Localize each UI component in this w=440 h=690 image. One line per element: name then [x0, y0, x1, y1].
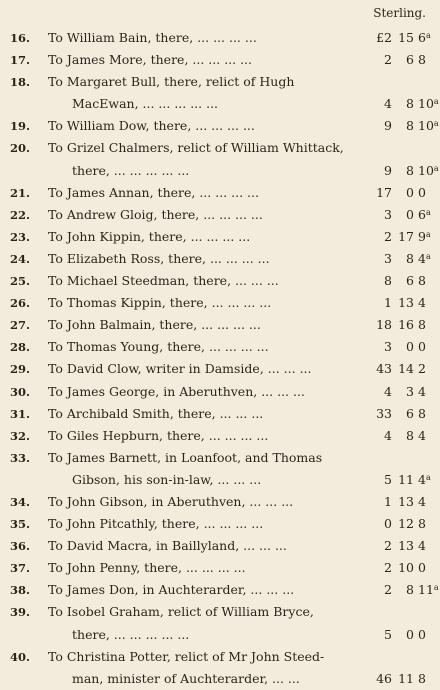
amount-pence-group — [414, 513, 436, 535]
entry-amount — [356, 513, 436, 535]
amount-pounds: 3 — [384, 339, 392, 355]
list-item — [0, 270, 440, 292]
amount-pounds: 9 — [384, 162, 392, 178]
amount-pounds: 1 — [384, 493, 392, 509]
entry-text: To Christina Potter, relict of Mr John Steed- — [48, 648, 325, 664]
amount-pounds: 46 — [376, 670, 392, 686]
entry-line — [0, 579, 440, 601]
entry-number: 29. — [10, 362, 31, 377]
list-item — [0, 601, 440, 645]
amount-shillings: 8 — [406, 162, 414, 178]
amount-pounds: 17 — [376, 184, 392, 200]
amount-pounds: 2 — [384, 538, 392, 554]
entry-amount — [356, 469, 436, 491]
amount-pence-fraction: a — [425, 251, 431, 261]
entry-number: 19. — [10, 119, 31, 134]
amount-pence: 6 — [418, 206, 426, 222]
entry-line — [0, 93, 440, 115]
amount-pence-group — [414, 469, 436, 491]
amount-pence: 10 — [418, 162, 434, 178]
entry-amount — [356, 204, 436, 226]
entry-number: 23. — [10, 229, 31, 244]
entry-number: 25. — [10, 274, 31, 289]
amount-pounds: 5 — [384, 471, 392, 487]
entry-text: To Thomas Young, there, ... ... ... ... — [48, 339, 269, 355]
entry-line — [0, 49, 440, 71]
amount-shillings: 17 — [398, 228, 414, 244]
entry-line — [0, 292, 440, 314]
amount-pence-group — [414, 358, 436, 380]
amount-shillings: 8 — [406, 118, 414, 134]
entry-amount — [356, 226, 436, 248]
amount-pence: 4 — [418, 295, 426, 311]
entry-line — [0, 160, 440, 182]
amount-shillings: 0 — [406, 339, 414, 355]
entry-line — [0, 624, 440, 646]
amount-shillings: 8 — [406, 250, 414, 266]
list-item — [0, 403, 440, 425]
entry-line — [0, 71, 440, 93]
amount-pence-group — [414, 248, 436, 270]
amount-pence: 10 — [418, 118, 434, 134]
entry-number: 31. — [10, 406, 31, 421]
amount-pence-group — [414, 292, 436, 314]
amount-pence-fraction: a — [433, 119, 439, 129]
amount-pence: 0 — [418, 626, 426, 642]
entry-text: there, ... ... ... ... ... — [72, 626, 190, 642]
amount-pence: 4 — [418, 250, 426, 266]
entry-number: 40. — [10, 649, 31, 664]
list-item — [0, 513, 440, 535]
amount-pence-group — [414, 381, 436, 403]
list-item — [0, 248, 440, 270]
amount-shillings: 6 — [406, 405, 414, 421]
entry-number: 34. — [10, 494, 31, 509]
entry-text: To James More, there, ... ... ... ... — [48, 52, 253, 68]
entry-number: 30. — [10, 384, 31, 399]
entry-amount — [356, 381, 436, 403]
list-item — [0, 425, 440, 447]
amount-pounds: 0 — [384, 516, 392, 532]
amount-pounds: 43 — [376, 361, 392, 377]
entry-text: To Margaret Bull, there, relict of Hugh — [48, 74, 295, 90]
entry-text: To John Kippin, there, ... ... ... ... — [48, 228, 251, 244]
amount-pence-group — [414, 535, 436, 557]
entry-number: 16. — [10, 31, 31, 45]
entry-text: To John Pitcathly, there, ... ... ... ... — [48, 516, 264, 532]
entry-amount — [356, 358, 436, 380]
amount-pence-fraction: a — [433, 97, 439, 107]
amount-pence: 4 — [418, 538, 426, 554]
amount-pence: 8 — [418, 516, 426, 532]
amount-pounds: 3 — [384, 250, 392, 266]
entry-list — [0, 27, 440, 690]
amount-pence-fraction: a — [425, 229, 431, 239]
amount-pence-group — [414, 160, 439, 182]
amount-shillings: 10 — [398, 560, 414, 576]
amount-pence: 8 — [418, 317, 426, 333]
amount-pence-group — [414, 491, 436, 513]
amount-pence: 11 — [418, 582, 434, 598]
entry-line — [0, 137, 440, 159]
amount-shillings: 13 — [398, 295, 414, 311]
entry-line — [0, 270, 440, 292]
entry-text: man, minister of Auchterarder, ... ... — [72, 670, 300, 686]
entry-text: To Thomas Kippin, there, ... ... ... ... — [48, 295, 272, 311]
entry-line — [0, 425, 440, 447]
entry-line — [0, 403, 440, 425]
entry-text: To Michael Steedman, there, ... ... ... — [48, 273, 279, 289]
amount-pounds: 5 — [384, 626, 392, 642]
entry-number: 24. — [10, 251, 31, 266]
entry-number: 26. — [10, 296, 31, 311]
entry-amount — [356, 336, 436, 358]
entry-text: To James Annan, there, ... ... ... ... — [48, 184, 259, 200]
list-item — [0, 314, 440, 336]
entry-number: 37. — [10, 561, 31, 576]
entry-text: To John Balmain, there, ... ... ... ... — [48, 317, 261, 333]
amount-pence-fraction: a — [425, 31, 431, 40]
entry-line — [0, 513, 440, 535]
amount-pence-group — [414, 624, 436, 646]
entry-line — [0, 182, 440, 204]
entry-line — [0, 646, 440, 668]
amount-pence-group — [414, 115, 439, 137]
entry-text: To John Penny, there, ... ... ... ... — [48, 560, 246, 576]
amount-shillings: 11 — [398, 670, 414, 686]
entry-number: 33. — [10, 450, 31, 465]
entry-line — [0, 535, 440, 557]
entry-number: 36. — [10, 539, 31, 554]
amount-pence: 8 — [418, 670, 426, 686]
entry-line — [0, 557, 440, 579]
amount-shillings: 0 — [406, 626, 414, 642]
list-item — [0, 447, 440, 491]
entry-text: To John Gibson, in Aberuthven, ... ... ... — [48, 493, 294, 509]
amount-pence: 8 — [418, 273, 426, 289]
amount-pence-group — [414, 403, 436, 425]
list-item — [0, 336, 440, 358]
list-item — [0, 358, 440, 380]
entry-line — [0, 314, 440, 336]
list-item — [0, 557, 440, 579]
list-item — [0, 49, 440, 71]
list-item — [0, 71, 440, 115]
entry-text: To James Don, in Auchterarder, ... ... ... — [48, 582, 295, 598]
entry-number: 17. — [10, 53, 31, 68]
amount-shillings: 0 — [406, 206, 414, 222]
amount-shillings: 6 — [406, 273, 414, 289]
entry-line — [0, 248, 440, 270]
entry-text: To David Macra, in Baillyland, ... ... ... — [48, 538, 287, 554]
amount-pence: 2 — [418, 361, 426, 377]
entry-amount — [356, 27, 436, 49]
entry-amount — [356, 579, 439, 601]
entry-line — [0, 491, 440, 513]
amount-pence-fraction: a — [433, 583, 439, 593]
entry-amount — [356, 557, 436, 579]
entry-text: To Elizabeth Ross, there, ... ... ... ... — [48, 250, 270, 266]
amount-pounds: £2 — [376, 30, 392, 45]
entry-text: To William Bain, there, ... ... ... ... — [48, 30, 257, 45]
entry-number: 27. — [10, 318, 31, 333]
amount-pence: 4 — [418, 471, 426, 487]
column-header-sterling: Sterling. — [373, 6, 426, 20]
list-item — [0, 579, 440, 601]
amount-pence-group — [414, 668, 436, 690]
amount-pence: 9 — [418, 228, 426, 244]
amount-pence-fraction: a — [425, 207, 431, 217]
amount-shillings: 13 — [398, 493, 414, 509]
entry-amount — [356, 624, 436, 646]
entry-amount — [356, 425, 436, 447]
amount-pence-group — [414, 557, 436, 579]
list-item — [0, 535, 440, 557]
amount-pence: 4 — [418, 383, 426, 399]
entry-amount — [356, 668, 436, 690]
amount-shillings: 13 — [398, 538, 414, 554]
entry-line — [0, 447, 440, 469]
amount-shillings: 3 — [406, 383, 414, 399]
list-item — [0, 204, 440, 226]
amount-pounds: 2 — [384, 228, 392, 244]
amount-shillings: 14 — [398, 361, 414, 377]
list-item — [0, 137, 440, 181]
entry-line — [0, 469, 440, 491]
amount-pence-group — [414, 270, 436, 292]
amount-shillings: 8 — [406, 427, 414, 443]
entry-line — [0, 226, 440, 248]
amount-shillings: 0 — [406, 184, 414, 200]
list-item — [0, 27, 440, 49]
entry-number: 35. — [10, 517, 31, 532]
entry-text: To William Dow, there, ... ... ... ... — [48, 118, 255, 134]
amount-pounds: 4 — [384, 96, 392, 112]
amount-pence: 4 — [418, 493, 426, 509]
entry-number: 32. — [10, 428, 31, 443]
entry-line — [0, 204, 440, 226]
amount-pence-group — [414, 49, 436, 71]
amount-pence: 10 — [418, 96, 434, 112]
amount-pence-group — [414, 314, 436, 336]
amount-pence: 8 — [418, 405, 426, 421]
entry-amount — [356, 182, 436, 204]
amount-pounds: 8 — [384, 273, 392, 289]
entry-line — [0, 668, 440, 690]
entry-amount — [356, 535, 436, 557]
entry-number: 22. — [10, 207, 31, 222]
entry-amount — [356, 403, 436, 425]
entry-number: 28. — [10, 340, 31, 355]
amount-pence-group — [414, 425, 436, 447]
entry-line — [0, 601, 440, 623]
amount-pence-group — [414, 336, 436, 358]
entry-number: 20. — [10, 141, 31, 156]
entry-amount — [356, 292, 436, 314]
entry-line — [0, 115, 440, 137]
entry-text: To Archibald Smith, there, ... ... ... — [48, 405, 264, 421]
list-item — [0, 381, 440, 403]
amount-shillings: 8 — [406, 96, 414, 112]
amount-pence-group — [414, 226, 436, 248]
entry-text: To Giles Hepburn, there, ... ... ... ... — [48, 427, 269, 443]
entry-amount — [356, 270, 436, 292]
entry-amount — [356, 93, 439, 115]
amount-pounds: 2 — [384, 560, 392, 576]
amount-pounds: 1 — [384, 295, 392, 311]
entry-number: 39. — [10, 605, 31, 620]
entry-text: MacEwan, ... ... ... ... ... — [72, 96, 219, 112]
amount-pence-group — [414, 93, 439, 115]
entry-number: 38. — [10, 583, 31, 598]
entry-line — [0, 381, 440, 403]
list-item — [0, 491, 440, 513]
amount-pounds: 33 — [376, 405, 392, 421]
amount-pence: 8 — [418, 52, 426, 68]
amount-pence: 4 — [418, 427, 426, 443]
entry-text: there, ... ... ... ... ... — [72, 162, 190, 178]
entry-amount — [356, 115, 439, 137]
amount-pounds: 9 — [384, 118, 392, 134]
amount-pounds: 4 — [384, 427, 392, 443]
amount-shillings: 11 — [398, 471, 414, 487]
entry-text: To James George, in Aberuthven, ... ... ... — [48, 383, 305, 399]
entry-line — [0, 336, 440, 358]
list-item — [0, 115, 440, 137]
amount-shillings: 12 — [398, 516, 414, 532]
entry-amount — [356, 248, 436, 270]
amount-shillings: 6 — [406, 52, 414, 68]
entry-text: To Andrew Gloig, there, ... ... ... ... — [48, 206, 263, 222]
amount-pence: 0 — [418, 560, 426, 576]
amount-shillings: 15 — [398, 30, 414, 45]
amount-pence-group — [414, 182, 436, 204]
entry-amount — [356, 160, 439, 182]
entry-number: 21. — [10, 185, 31, 200]
entry-line — [0, 358, 440, 380]
list-item — [0, 182, 440, 204]
entry-amount — [356, 491, 436, 513]
amount-shillings: 8 — [406, 582, 414, 598]
amount-pence-group — [414, 579, 439, 601]
amount-shillings: 16 — [398, 317, 414, 333]
amount-pence: 6 — [418, 30, 426, 45]
amount-pounds: 18 — [376, 317, 392, 333]
amount-pence: 0 — [418, 184, 426, 200]
entry-line — [0, 27, 440, 49]
entry-amount — [356, 49, 436, 71]
amount-pence-group — [414, 204, 436, 226]
entry-text: Gibson, his son-in-law, ... ... ... — [72, 471, 262, 487]
entry-text: To James Barnett, in Loanfoot, and Thomas — [48, 449, 323, 465]
list-item — [0, 226, 440, 248]
amount-pounds: 2 — [384, 582, 392, 598]
amount-pounds: 3 — [384, 206, 392, 222]
entry-text: To Isobel Graham, relict of William Bryce, — [48, 604, 314, 620]
list-item — [0, 646, 440, 690]
amount-pence: 0 — [418, 339, 426, 355]
amount-pounds: 4 — [384, 383, 392, 399]
entry-text: To Grizel Chalmers, relict of William Whittack, — [48, 140, 344, 156]
amount-pence-group — [414, 27, 436, 49]
amount-pence-fraction: a — [425, 472, 431, 482]
entry-number: 18. — [10, 75, 31, 90]
entry-text: To David Clow, writer in Damside, ... ... ... — [48, 361, 312, 377]
entry-amount — [356, 314, 436, 336]
amount-pence-fraction: a — [433, 163, 439, 173]
list-item — [0, 292, 440, 314]
amount-pounds: 2 — [384, 52, 392, 68]
